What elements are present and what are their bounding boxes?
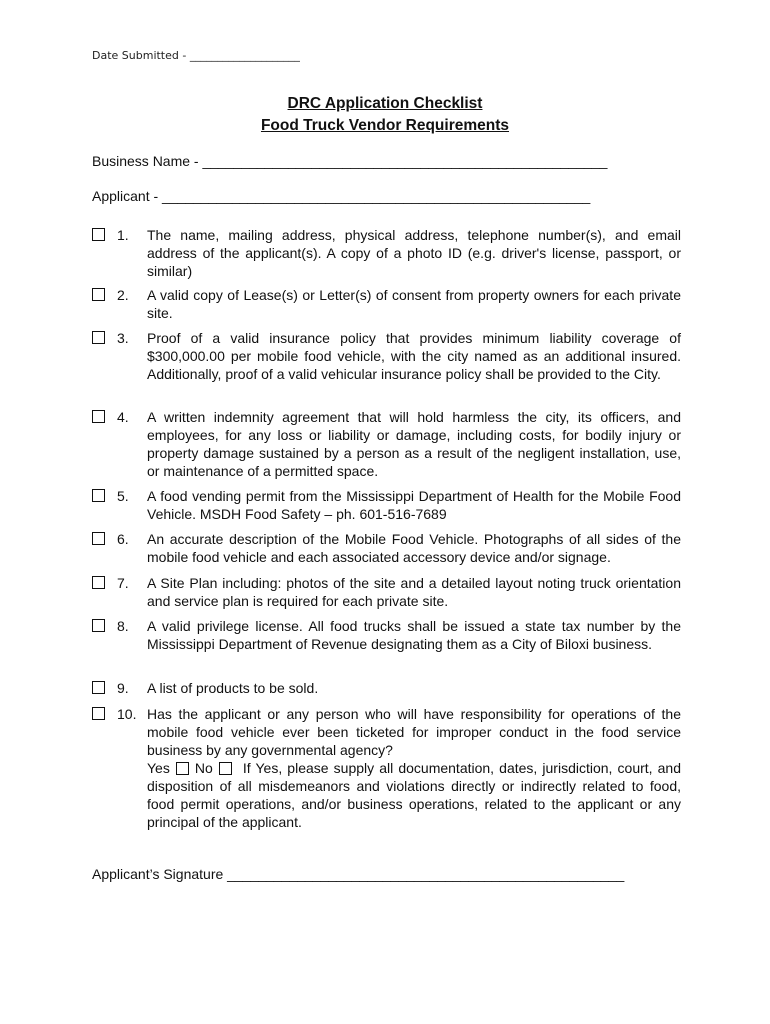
checkbox-item-5[interactable] (92, 489, 105, 502)
item-number: 5. (117, 488, 129, 504)
business-name-field[interactable]: Business Name - ____________________________________________________ (92, 153, 608, 169)
item-text: A valid privilege license. All food trucks shall be issued a state tax number by the Mississippi Department of Revenue designating them as a City of Biloxi business. (147, 618, 681, 652)
item-number: 9. (117, 680, 129, 696)
no-checkbox[interactable] (219, 762, 232, 775)
item-number: 10. (117, 706, 137, 722)
item-text (147, 705, 681, 831)
item-text: The name, mailing address, physical address, telephone number(s), and email address of the applicant(s). A copy of a photo ID (e.g. driver's license, passport, or similar) (147, 227, 681, 279)
item-10-followup-text: If Yes, please supply all documentation, dates, jurisdiction, court, and disposition of all misdemeanors and violations directly or indirectly related to food, food permit operations, and/or business operations, related to the applicant or any principal of the applicant. (147, 760, 682, 830)
yes-checkbox[interactable] (176, 762, 189, 775)
item-number: 3. (117, 330, 129, 346)
applicant-field[interactable]: Applicant - _______________________________________________________ (92, 188, 591, 204)
checkbox-item-2[interactable] (92, 288, 105, 301)
item-text: An accurate description of the Mobile Food Vehicle. Photographs of all sides of the mobile food vehicle and each associated accessory device and/or signage. (147, 531, 681, 565)
item-number: 8. (117, 618, 129, 634)
no-label: No (194, 760, 213, 776)
item-text: A list of products to be sold. (147, 680, 319, 696)
applicant-signature-field[interactable]: Applicant’s Signature ___________________________________________________ (92, 866, 625, 882)
checkbox-item-7[interactable] (92, 576, 105, 589)
checkbox-item-3[interactable] (92, 331, 105, 344)
item-10-question: Has the applicant or any person who will have responsibility for operations of the mobile food vehicle ever been ticketed for improper conduct in the food service business by any governmental agency? (147, 706, 681, 758)
item-text: A food vending permit from the Mississippi Department of Health for the Mobile Food Vehicle. MSDH Food Safety – ph. 601-516-7689 (147, 488, 681, 522)
checkbox-item-1[interactable] (92, 228, 105, 241)
item-text: Proof of a valid insurance policy that provides minimum liability coverage of $300,000.00 per mobile food vehicle, with the city named as an additional insured. Additionally, proof of a valid vehicular insurance policy shall be provided to the City. (147, 330, 681, 382)
checkbox-item-10[interactable] (92, 707, 105, 720)
checkbox-item-4[interactable] (92, 410, 105, 423)
checkbox-item-9[interactable] (92, 681, 105, 694)
item-text: A valid copy of Lease(s) or Letter(s) of consent from property owners for each private site. (147, 287, 681, 321)
item-text: A Site Plan including: photos of the site and a detailed layout noting truck orientation and service plan is required for each private site. (147, 575, 681, 609)
item-number: 2. (117, 287, 129, 303)
item-number: 6. (117, 531, 129, 547)
checkbox-item-6[interactable] (92, 532, 105, 545)
checkbox-item-8[interactable] (92, 619, 105, 632)
yes-label: Yes (147, 760, 170, 776)
document-subtitle: Food Truck Vendor Requirements (260, 117, 510, 134)
item-number: 1. (117, 227, 129, 243)
item-number: 7. (117, 575, 129, 591)
item-text: A written indemnity agreement that will hold harmless the city, its officers, and employees, for any loss or liability or damage, including costs, for bodily injury or property damage sustained by a person as a result of the negligent installation, use, or maintenance of a permitted space. (147, 409, 681, 479)
document-title: DRC Application Checklist (287, 95, 483, 112)
item-number: 4. (117, 409, 129, 425)
date-submitted-field[interactable]: Date Submitted - ____________________ (92, 49, 300, 62)
